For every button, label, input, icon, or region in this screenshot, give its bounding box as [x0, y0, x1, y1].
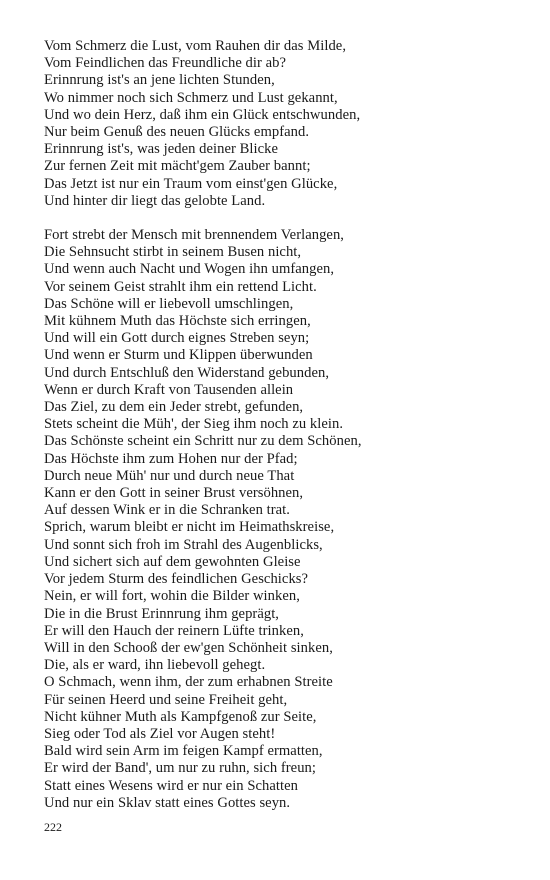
poem-line: Nein, er will fort, wohin die Bilder winken, [44, 588, 300, 605]
poem-line: Das Schönste scheint ein Schritt nur zu dem Schönen, [44, 433, 362, 450]
poem-line: Will in den Schooß der ew'gen Schönheit sinken, [44, 639, 333, 656]
poem-line: Und sonnt sich froh im Strahl des Augenblicks, [44, 536, 323, 553]
poem-line: Erinnrung ist's an jene lichten Stunden, [44, 72, 275, 89]
poem-line: Und wenn auch Nacht und Wogen ihn umfangen, [44, 261, 335, 278]
poem-line: Das Ziel, zu dem ein Jeder strebt, gefunden, [44, 399, 304, 416]
poem-line: Wo nimmer noch sich Schmerz und Lust gekannt, [44, 89, 338, 106]
poem-line: Durch neue Müh' nur und durch neue That [44, 467, 295, 484]
poem-line: Das Jetzt ist nur ein Traum vom einst'gen Glücke, [44, 175, 338, 192]
poem-line: Er wird der Band', um nur zu ruhn, sich freun; [44, 760, 317, 777]
poem-line: Auf dessen Wink er in die Schranken trat. [44, 502, 290, 519]
poem-line: Und nur ein Sklav statt eines Gottes seyn. [44, 794, 291, 811]
poem-line: Und wenn er Sturm und Klippen überwunden [44, 347, 313, 364]
poem-line: O Schmach, wenn ihm, der zum erhabnen Streite [44, 674, 333, 691]
poem-line: Er will den Hauch der reinern Lüfte trinken, [44, 622, 304, 639]
poem-line: Statt eines Wesens wird er nur ein Schatten [44, 777, 299, 794]
poem-line: Stets scheint die Müh', der Sieg ihm noch zu klein. [44, 416, 344, 433]
poem-line: Das Höchste ihm zum Hohen nur der Pfad; [44, 450, 298, 467]
poem-line: Wenn er durch Kraft von Tausenden allein [44, 381, 294, 398]
poem-line: Sieg oder Tod als Ziel vor Augen steht! [44, 725, 276, 742]
poem-line: Und sichert sich auf dem gewohnten Gleise [44, 553, 301, 570]
stanza-2 [44, 227, 534, 812]
stanza-1 [44, 38, 534, 210]
poem-line: Vor jedem Sturm des feindlichen Geschicks? [44, 571, 309, 588]
poem-line: Vom Feindlichen das Freundliche dir ab? [44, 55, 287, 72]
poem-line: Bald wird sein Arm im feigen Kampf ermatten, [44, 743, 323, 760]
poem-line: Fort strebt der Mensch mit brennendem Verlangen, [44, 227, 345, 244]
poem-line: Für seinen Heerd und seine Freiheit geht, [44, 691, 288, 708]
poem-line: Das Schöne will er liebevoll umschlingen, [44, 295, 294, 312]
poem-line: Zur fernen Zeit mit mächt'gem Zauber bannt; [44, 158, 311, 175]
poem-line: Vor seinem Geist strahlt ihm ein rettend Licht. [44, 278, 317, 295]
poem-text [44, 38, 534, 812]
poem-line: Sprich, warum bleibt er nicht im Heimathskreise, [44, 519, 335, 536]
poem-line: Und will ein Gott durch eignes Streben seyn; [44, 330, 310, 347]
poem-line: Die, als er ward, ihn liebevoll gehegt. [44, 657, 266, 674]
poem-line: Mit kühnem Muth das Höchste sich erringen, [44, 313, 311, 330]
page-number: 222 [44, 820, 62, 834]
poem-line: Die Sehnsucht stirbt in seinem Busen nicht, [44, 244, 302, 261]
poem-line: Die in die Brust Erinnrung ihm geprägt, [44, 605, 280, 622]
poem-line: Kann er den Gott in seiner Brust versöhnen, [44, 485, 304, 502]
poem-line: Erinnrung ist's, was jeden deiner Blicke [44, 141, 279, 158]
poem-line: Vom Schmerz die Lust, vom Rauhen dir das Milde, [44, 38, 347, 54]
poem-line: Nur beim Genuß des neuen Glücks empfand. [44, 124, 310, 141]
poem-line: Nicht kühner Muth als Kampfgenoß zur Seite, [44, 708, 317, 725]
poem-line: Und durch Entschluß den Widerstand gebunden, [44, 364, 330, 381]
poem-line: Und hinter dir liegt das gelobte Land. [44, 192, 266, 209]
poem-line: Und wo dein Herz, daß ihm ein Glück entschwunden, [44, 106, 361, 123]
